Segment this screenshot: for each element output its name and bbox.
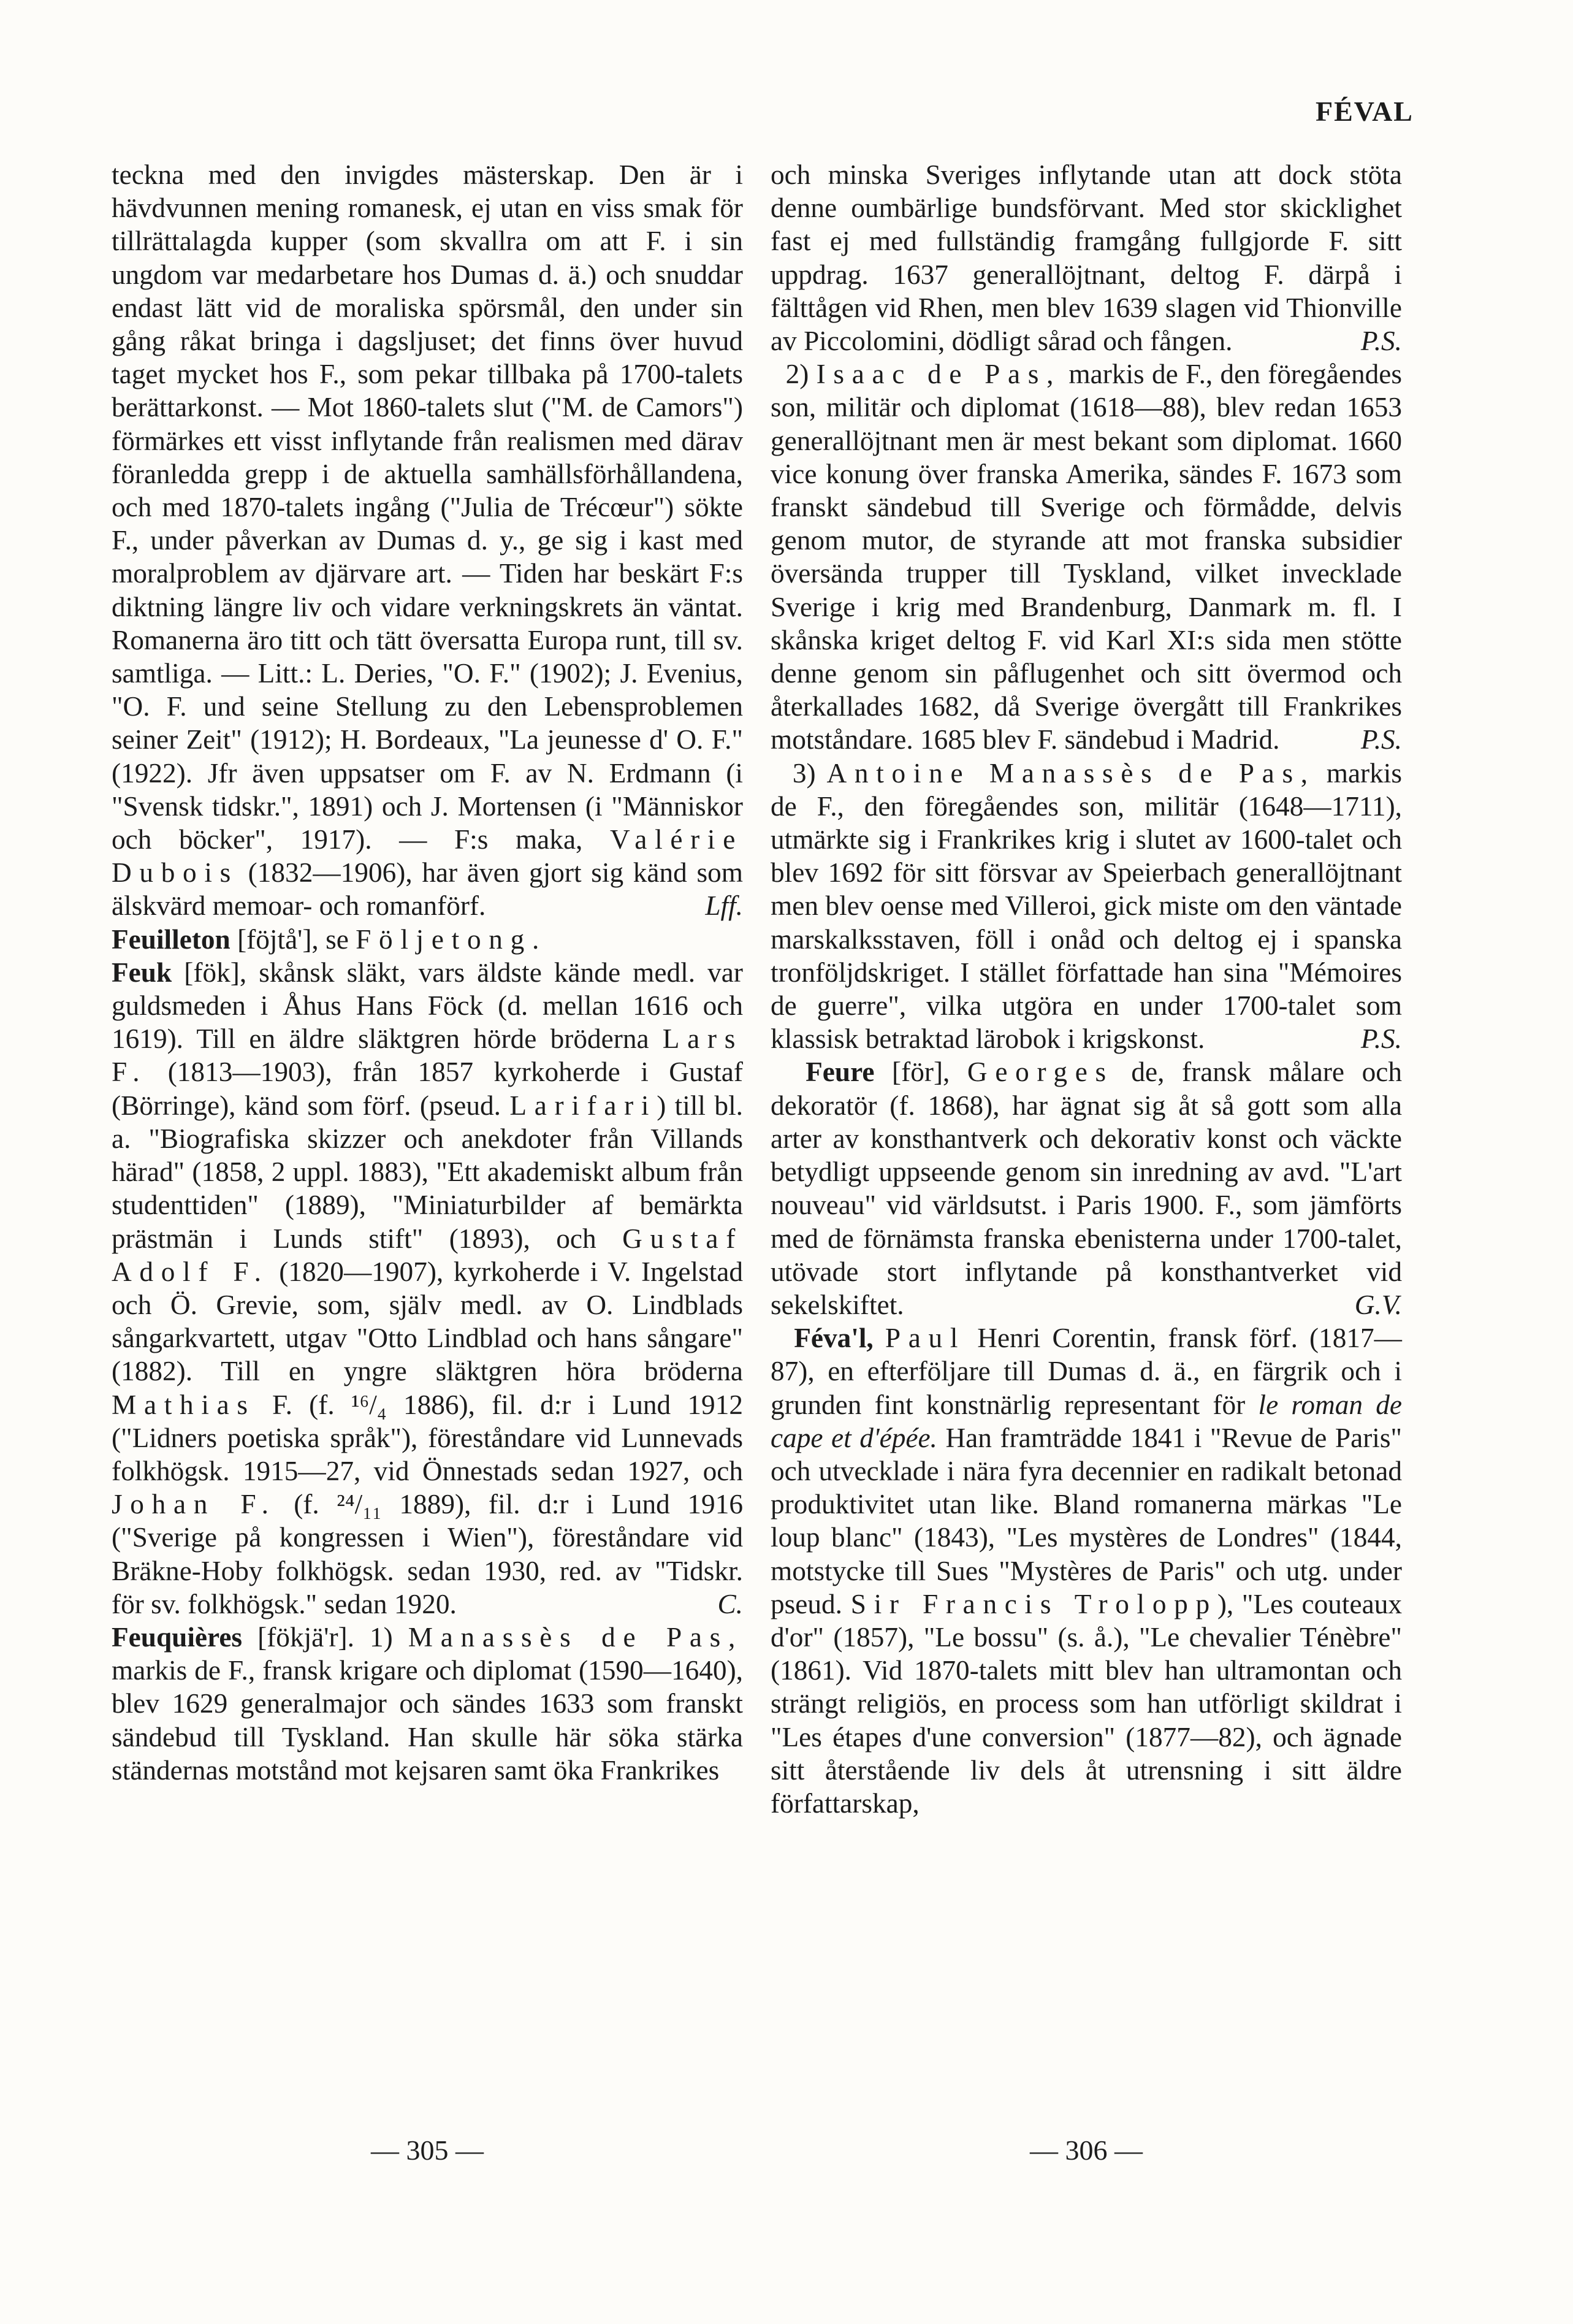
feuquieres-isaac <box>771 357 1402 756</box>
page-number-right: — 306 — <box>1030 2135 1143 2166</box>
cross-reference: Följetong. <box>356 923 547 955</box>
entry-headword: Feuilleton <box>112 923 230 955</box>
page-number-left: — 305 — <box>371 2135 484 2166</box>
entry-text: markis de F., den föregåendes son, militär (1648—1711), utmärkte sig i Frankrikes krig i slutet av 1600-talet och blev 1692 för sitt försvar av Speierbach generallöjtnant men blev oense med Villeroi, gick miste om den väntade marskalksstaven, föll i onåd och deltog ej i spanska tronföljdskriget. I stället författade han sina "Mémoires de guerre", vilka utgöra en under 1700-talet som klassisk betraktad lärobok i krigskonst. <box>771 757 1403 1055</box>
spaced-name: Sir Francis Trolopp <box>850 1588 1217 1619</box>
entry-text: Han framträdde 1841 i "Revue de Paris" och utvecklade i nära fyra decennier en radikalt betonad produktivitet utan like. Bland romanerna märkas "Le loup blanc" (1843), "Les mystères de Londres" (1844, motstycke till Sues "Mystères de Paris" och utg. under pseud. <box>771 1422 1403 1619</box>
spaced-name: Antoine Manassès de Pas, <box>826 757 1316 789</box>
entry-headword: Feuquières <box>112 1621 243 1653</box>
right-column <box>771 158 1402 1820</box>
author-signature: Lff. <box>705 890 743 922</box>
entry-text: (f. ²⁴/₁₁ 1889), fil. d:r i Lund 1916 ("Sverige på kongressen i Wien"), föreståndare vid Bräkne-Hoby folkhögsk. sedan 1930, red. av "Tidskr. för sv. folkhögsk." sedan 1920. <box>112 1489 743 1619</box>
spaced-name: Johan F. <box>112 1489 276 1520</box>
author-signature: P.S. <box>1360 724 1402 755</box>
spaced-name: Gustaf Adolf F. <box>112 1223 743 1287</box>
entry-headword: Feuk <box>112 957 172 988</box>
spaced-name: Manassès de Pas, <box>408 1621 743 1653</box>
entry-text: (1813—1903), från 1857 kyrkoherde i Gustaf (Börringe), känd som förf. (pseud. <box>112 1057 743 1121</box>
italic-phrase: le roman de cape et d'épée. <box>771 1389 1403 1453</box>
entry-headword: Feure <box>806 1057 875 1088</box>
spaced-name: Isaac de Pas, <box>816 359 1062 390</box>
entry-feure <box>771 1055 1402 1321</box>
feval-continuation-paragraph <box>112 158 743 923</box>
entry-text: markis de F., den föregåendes son, militär och diplomat (1618—88), blev redan 1653 generallöjtnant men är mest bekant som diplomat. 1660 vice konung över franska Amerika, sändes F. 1673 som franskt sändebud till Sverige och förmådde, delvis genom mutor, de styrande att mot franska subsidier översända trupper till Tyskland, vilket invecklade Sverige i krig med Brandenburg, Danmark m. fl. I skånska kriget deltog F. vid Karl XI:s sida men stötte denne genom sin påflugenhet och sitt övermod och återkallades 1682, då Sverige övergått till Frankrikes motståndare. 1685 blev F. sändebud i Madrid. <box>771 359 1403 755</box>
entry-feuilleton <box>112 923 743 956</box>
entry-text: de, fransk målare och dekoratör (f. 1868), har ägnat sig åt så gott som alla arter av konsthantverk och dekorativ konst och väckte betydligt uppseende genom sin inredning av avd. "L'art nouveau" vid världsutst. i Paris 1900. F., som jämförts med de förnämsta franska ebenisterna under 1700-talet, utövade stort inflytande på konsthantverket vid sekelskiftet. <box>771 1057 1402 1320</box>
spaced-name: Georges <box>967 1057 1114 1088</box>
spaced-name: Lars F. <box>112 1023 744 1088</box>
entry-text: (1820—1907), kyrkoherde i V. Ingelstad och Ö. Grevie, som, själv medl. av O. Lindblads sångarkvartett, utgav "Otto Lindblad och hans sångare" (1882). Till en yngre släktgren höra bröderna <box>112 1256 743 1387</box>
feuquieres-antoine <box>771 757 1402 1056</box>
spaced-name: Paul <box>885 1323 966 1354</box>
entry-feval <box>771 1321 1402 1820</box>
entry-text: F. (f. ¹⁶/₄ 1886), fil. d:r i Lund 1912 ("Lidners poetiska språk"), föreståndare vid Lunnevads folkhögsk. 1915—27, vid Önnestads sedan 1927, och <box>112 1389 744 1486</box>
spaced-name: Larifari <box>509 1090 657 1121</box>
spaced-name: Mathias <box>112 1389 256 1420</box>
entry-text: ) till bl. a. "Biografiska skizzer och anekdoter från Villands härad" (1858, 2 uppl. 1883), "Ett akademiskt album från studenttiden" (1889), "Miniaturbilder af bemärkta prästmän i Lunds stift" (1893), och <box>112 1090 743 1254</box>
entry-text: markis de F., fransk krigare och diplomat (1590—1640), blev 1629 generalmajor och sändes 1633 som franskt sändebud till Tyskland. Han skulle här söka stärka ständernas motstånd mot kejsaren samt öka Frankrikes <box>112 1655 743 1786</box>
author-signature: P.S. <box>1360 326 1402 357</box>
running-head: FÉVAL <box>1316 96 1414 127</box>
entry-feuquieres <box>112 1621 743 1787</box>
entry-text: [föjtå'], se <box>237 923 349 955</box>
entry-number: 2) <box>785 359 809 390</box>
entry-text: [för], <box>892 1057 950 1088</box>
entry-number: 3) <box>792 757 816 789</box>
entry-feuk <box>112 956 743 1621</box>
entry-text: [fök], skånsk släkt, vars äldste kände medl. var guldsmeden i Åhus Hans Föck (d. mellan 1616 och 1619). Till en äldre släktgren hörde bröderna <box>112 957 743 1055</box>
entry-text: [fökjä'r]. 1) <box>257 1621 393 1653</box>
entry-text: Henri Corentin, fransk förf. (1817—87), en efterföljare till Dumas d. ä., en färgrik och i grunden fint konstnärlig representant för <box>771 1323 1402 1420</box>
feuquieres-continuation <box>771 158 1402 357</box>
spaced-name: Valérie Dubois <box>112 824 743 889</box>
paragraph-text: (1832—1906), har även gjort sig känd som älskvärd memoar- och romanförf. <box>112 857 743 922</box>
author-signature: G.V. <box>1354 1289 1402 1320</box>
left-column <box>112 158 743 1787</box>
paragraph-text: och minska Sveriges inflytande utan att dock stöta denne oumbärlige bundsförvant. Med stor skicklighet fast ej med fullständig framgång fullgjorde F. sitt uppdrag. 1637 generallöjtnant, deltog F. därpå i fälttågen vid Rhen, men blev 1639 slagen vid Thionville av Piccolomini, dödligt sårad och fången. <box>771 159 1402 357</box>
entry-headword: Féva'l, <box>794 1323 874 1354</box>
author-signature: P.S. <box>1360 1023 1402 1055</box>
entry-text: ), "Les couteaux d'or" (1857), "Le bossu" (s. å.), "Le chevalier Ténèbre" (1861). Vid 1870-talets mitt blev han ultramontan och strängt religiös, en process som han utförligt skildrat i "Les étapes d'une conversion" (1877—82), och ägnade sitt återstående liv dels åt utrensning i sitt äldre författarskap, <box>771 1588 1403 1819</box>
paragraph-text: teckna med den invigdes mästerskap. Den är i hävdvunnen mening romanesk, ej utan en viss smak för tillrättalagda kupper (som skvallra om att F. i sin ungdom var medarbetare hos Dumas d. ä.) och snuddar endast lätt vid de moraliska spörsmål, den under sin gång råkat bringa i dagsljuset; det finns över huvud taget mycket hos F., som pekar tillbaka på 1700-talets berättarkonst. — Mot 1860-talets slut ("M. de Camors") förmärkes ett visst inflytande från realismen med därav föranledda grepp i de aktuella samhällsförhållandena, och med 1870-talets ingång ("Julia de Trécœur") sökte F., under påverkan av Dumas d. y., ge sig i kast med moralproblem av djärvare art. — Tiden har beskärt F:s diktning längre liv och vidare verkningskrets än väntat. Romanerna äro titt och tätt översatta Europa runt, till sv. samtliga. — Litt.: L. Deries, "O. F." (1902); J. Evenius, "O. F. und seine Stellung zu den Lebensproblemen seiner Zeit" (1912); H. Bordeaux, "La jeunesse d' O. F." (1922). Jfr även uppsatser om F. av N. Erdmann (i "Svensk tidskr.", 1891) och J. Mortensen (i "Människor och böcker", 1917). — F:s maka, <box>112 159 743 855</box>
author-signature: C. <box>717 1588 743 1619</box>
